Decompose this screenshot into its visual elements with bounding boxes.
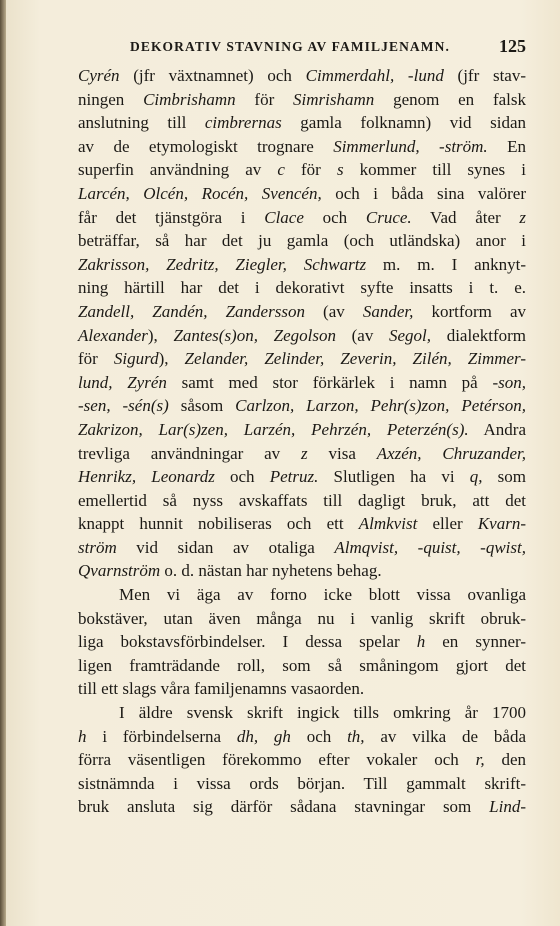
text-span: samt med stor förkärlek i namn på: [166, 372, 493, 392]
text-span: Andra: [468, 419, 526, 439]
text-span: ),: [158, 349, 185, 369]
text-span: förra väsentligen förekommo efter vokaler och: [78, 750, 476, 770]
italic-text: Zantes(s)on, Zegolson: [173, 325, 336, 345]
text-span: i förbindelserna: [86, 726, 237, 746]
italic-text: Zakrisson, Zedritz, Ziegler, Schwartz: [78, 254, 367, 274]
text-span: knappt hunnit nobiliseras och ett: [78, 514, 359, 534]
text-line: [78, 748, 526, 772]
italic-text: Larcén, Olcén, Rocén, Svencén,: [78, 183, 322, 203]
text-line: [78, 347, 526, 371]
text-line: [78, 300, 526, 324]
text-span: och: [303, 207, 366, 227]
text-span: m. m. I anknyt-: [366, 254, 526, 274]
italic-text: c: [277, 160, 285, 180]
italic-text: Cimbrishamn: [143, 89, 236, 109]
text-line: [78, 559, 526, 583]
text-span: såsom: [168, 396, 236, 416]
text-span: och: [290, 726, 348, 746]
italic-text: Alexander: [78, 325, 148, 345]
text-line: [78, 654, 526, 678]
text-span: Slutligen ha vi: [318, 467, 470, 487]
text-line: [78, 394, 526, 418]
italic-text: Lind-: [489, 797, 526, 817]
text-line: [78, 701, 526, 725]
text-line: [78, 324, 526, 348]
text-line: [78, 489, 526, 513]
text-span: för: [235, 89, 294, 109]
text-span: I äldre svensk skrift ingick tills omkring år 1700: [119, 703, 526, 723]
italic-text: th,: [347, 726, 365, 746]
text-line: [78, 630, 526, 654]
text-span: genom en falsk: [374, 89, 527, 109]
text-span: (av: [335, 325, 389, 345]
text-span: och i båda sina valörer: [321, 183, 526, 203]
text-line: [78, 88, 526, 112]
text-span: emellertid så nyss avskaffats till dagligt bruk, att det: [78, 490, 526, 510]
italic-text: -son,: [492, 372, 526, 392]
text-span: en synner-: [425, 632, 526, 652]
text-span: Vad åter: [411, 207, 520, 227]
text-span: ning härtill har det i dekorativt syfte insatts i t. e.: [78, 278, 526, 298]
italic-text: lund, Zyrén: [78, 372, 167, 392]
text-span: får det tjänstgöra i: [78, 207, 265, 227]
text-span: den: [484, 750, 527, 770]
italic-text: q,: [469, 467, 483, 487]
text-line: [78, 725, 526, 749]
text-line: [78, 677, 526, 701]
text-line: [78, 276, 526, 300]
italic-text: Sander,: [362, 301, 414, 321]
text-span: ligen framträdande roll, som så småningom gjort det: [78, 655, 526, 675]
text-span: (av: [304, 301, 363, 321]
text-span: Men vi äga av forno icke blott vissa ovanliga: [119, 585, 526, 605]
text-span: till ett slags våra familjenamns vasaorden.: [78, 679, 365, 699]
italic-text: Zandell, Zandén, Zandersson: [78, 301, 305, 321]
text-line: [78, 229, 526, 253]
italic-text: Simmerlund, -ström.: [333, 136, 488, 156]
text-line: [78, 607, 526, 631]
italic-text: s: [336, 160, 344, 180]
italic-text: Sigurd: [113, 349, 159, 369]
italic-text: Kvarn-: [477, 514, 527, 534]
italic-text: Segol,: [389, 325, 432, 345]
text-line: [78, 206, 526, 230]
text-span: liga bokstavsförbindelser. I dessa spelar: [78, 632, 417, 652]
italic-text: Almkvist: [358, 514, 418, 534]
italic-text: h: [78, 726, 87, 746]
text-line: [78, 512, 526, 536]
text-span: bruk ansluta sig därför sådana stavningar som: [78, 797, 490, 817]
text-span: superfin användning av: [78, 160, 278, 180]
text-line: [78, 772, 526, 796]
text-line: [78, 371, 526, 395]
running-title: DEKORATIV STAVNING AV FAMILJENAMN.: [130, 39, 450, 54]
text-span: dialektform: [431, 325, 526, 345]
italic-text: dh, gh: [236, 726, 291, 746]
italic-text: Almqvist, -quist, -qwist,: [334, 537, 526, 557]
italic-text: ström: [78, 537, 117, 557]
text-span: gamla folknamn) vid sidan: [281, 113, 526, 133]
text-span: kommer till synes i: [343, 160, 526, 180]
text-span: för: [284, 160, 337, 180]
text-line: [78, 253, 526, 277]
text-span: kortform av: [413, 301, 526, 321]
text-span: o. d. nästan har nyhetens behag.: [160, 561, 382, 581]
text-line: [78, 536, 526, 560]
italic-text: Zelander, Zelinder, Zeverin, Zilén, Zimmer-: [184, 349, 526, 369]
italic-text: Henrikz, Leonardz: [78, 467, 215, 487]
italic-text: Cruce.: [365, 207, 412, 227]
italic-text: r,: [475, 750, 485, 770]
text-line: [78, 64, 526, 88]
italic-text: Clace: [264, 207, 304, 227]
italic-text: z: [301, 443, 308, 463]
text-span: av de etymologiskt trognare: [78, 136, 334, 156]
text-line: [78, 795, 526, 819]
text-line: [78, 583, 526, 607]
text-span: för: [78, 349, 114, 369]
text-span: (jfr stav-: [443, 66, 526, 85]
page-number: 125: [499, 36, 526, 56]
italic-text: Carlzon, Larzon, Pehr(s)zon, Petérson,: [235, 396, 527, 416]
text-span: sistnämnda i vissa ords början. Till gammalt skrift-: [78, 773, 526, 793]
page-header: [78, 36, 526, 60]
text-line: [78, 158, 526, 182]
text-line: [78, 465, 526, 489]
italic-text: z: [519, 207, 527, 227]
text-line: [78, 182, 526, 206]
italic-text: Qvarnström: [78, 561, 161, 581]
text-span: som: [482, 467, 526, 487]
italic-text: h: [416, 632, 426, 652]
page-gutter-shadow: [0, 0, 6, 926]
text-span: anslutning till: [78, 113, 205, 133]
italic-text: cimbrernas: [204, 113, 282, 133]
text-span: beträffar, så har det ju gamla (och utländska) anor i: [78, 231, 526, 251]
text-span: eller: [417, 514, 478, 534]
body-text: [78, 64, 526, 819]
text-span: visa: [307, 443, 377, 463]
text-span: bokstäver, utan även många nu i vanlig skrift obruk-: [78, 608, 526, 628]
text-span: En: [487, 136, 526, 156]
text-span: (jfr växtnamnet) och: [119, 66, 306, 85]
text-line: [78, 135, 526, 159]
italic-text: Cyrén: [78, 66, 120, 85]
text-line: [78, 418, 526, 442]
italic-text: Petruz.: [269, 467, 319, 487]
text-span: av vilka de båda: [364, 726, 526, 746]
text-span: ningen: [78, 89, 144, 109]
italic-text: Axzén, Chruzander,: [376, 443, 526, 463]
text-line: [78, 111, 526, 135]
text-span: ),: [147, 325, 174, 345]
italic-text: -sen, -sén(s): [78, 396, 169, 416]
text-line: [78, 442, 526, 466]
italic-text: Cimmerdahl, -lund: [305, 66, 444, 85]
text-span: trevliga användningar av: [78, 443, 302, 463]
text-span: och: [214, 467, 270, 487]
text-span: vid sidan av otaliga: [116, 537, 335, 557]
italic-text: Simrishamn: [293, 89, 375, 109]
italic-text: Zakrizon, Lar(s)zen, Larzén, Pehrzén, Peterzén(s).: [78, 419, 469, 439]
